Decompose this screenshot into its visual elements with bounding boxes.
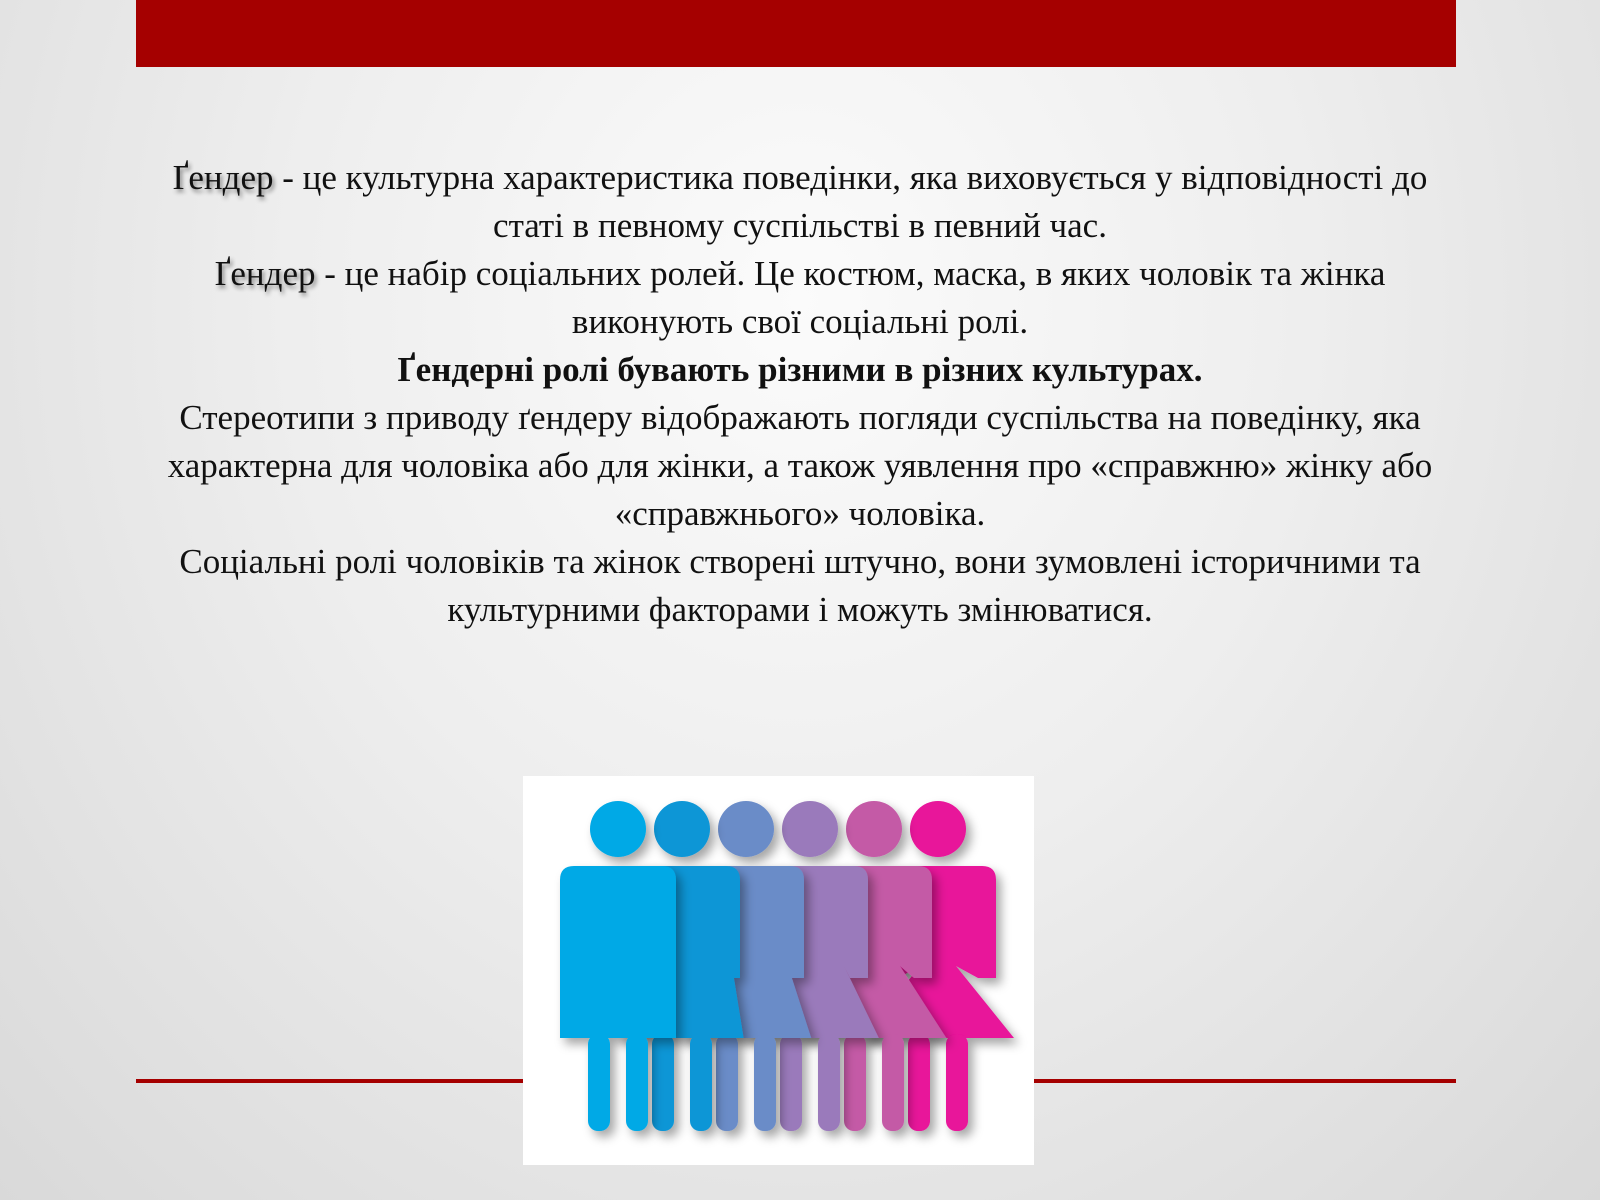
term-gender: Ґендер: [172, 158, 274, 197]
stereotypes-paragraph: Стереотипи з приводу ґендеру відображають погляди суспільства на поведінку, яка характерна для чоловіка або для жінки, а також уявлення про «справжню» жінку або «справжнього» чоловіка.: [167, 398, 1433, 533]
gender-spectrum-illustration: [523, 776, 1034, 1165]
slide-text: [145, 154, 1455, 634]
definition-paragraph-1: [145, 154, 1455, 250]
definition-text: - це набір соціальних ролей. Це костюм, маска, в яких чоловік та жінка виконують свої соціальні ролі.: [315, 254, 1386, 341]
social-roles-paragraph: Соціальні ролі чоловіків та жінок створені штучно, вони зумовлені історичними та культурними факторами і можуть змінюватися.: [179, 542, 1421, 629]
top-accent-bar: [136, 0, 1456, 67]
bold-statement: Ґендерні ролі бувають різними в різних культурах.: [397, 350, 1203, 389]
definition-text: - це культурна характеристика поведінки, яка виховується у відповідності до статі в певному суспільстві в певний час.: [273, 158, 1428, 245]
definition-paragraph-2: [145, 250, 1455, 346]
term-gender: Ґендер: [214, 254, 316, 293]
